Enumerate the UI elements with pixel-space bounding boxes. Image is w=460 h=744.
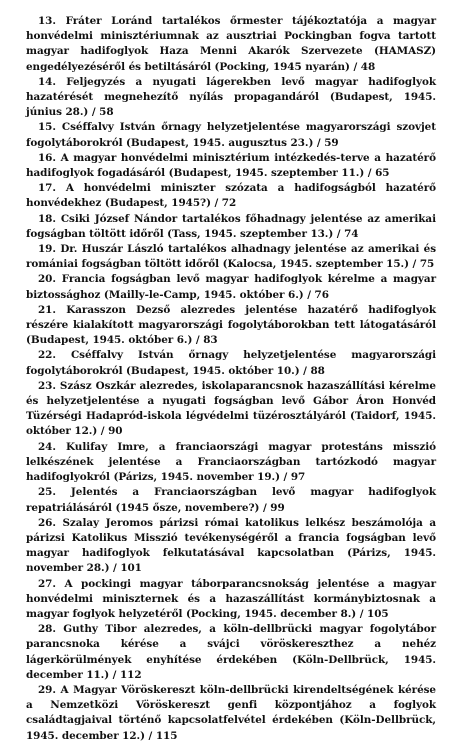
- entry-14: 14. Feljegyzés a nyugati lágerekben levő magyar hadifoglyok hazatérését megnehezítő nyílás propagandáról (Budapest, 1945. június 28.) / 58: [26, 75, 436, 119]
- entry-20: 20. Francia fogságban levő magyar hadifoglyok kérelme a magyar biztossághoz (Mailly-le-Camp, 1945. október 6.) / 76: [26, 273, 436, 301]
- entry-23: 23. Szász Oszkár alezredes, iskolaparancsnok hazaszállítási kérelme és helyzetjelentése a nyugati fogságban levő Gábor Áron Honvéd Tüzérségi Hadapród-iskola légvédelmi tüzérosztályáról (Taidorf, 1945. október 12.) / 90: [26, 379, 436, 438]
- entry-13: 13. Fráter Loránd tartalékos őrmester tájékoztatója a magyar honvédelmi minisztériumnak az ausztriai Pockingban fogva tartott magyar hadifoglyok Haza Menni Akarók Szervezete (HAMASZ) engedélyezéséről és betiltásáról (Pocking, 1945 nyarán) / 48: [26, 15, 436, 73]
- entry-21: 21. Karasszon Dezső alezredes jelentése hazatérő hadifoglyok részére kialakított magyarországi fogolytáborokban tett látogatásáról (Budapest, 1945. október 6.) / 83: [26, 303, 436, 347]
- entry-17: 17. A honvédelmi miniszter szózata a hadifogságból hazatérő honvédekhez (Budapest, 1945?) / 72: [26, 182, 436, 210]
- entry-29: 29. A Magyar Vöröskereszt köln-dellbrücki kirendeltségének kérése a Nemzetközi Vöröskereszt genfi központjához a foglyok családtagjaival történő kapcsolatfelvétel érdekében (Köln-Dellbrück, 1945. december 12.) / 115: [26, 683, 436, 742]
- document-page: [26, 14, 436, 744]
- entry-16: 16. A magyar honvédelmi minisztérium intézkedés-terve a hazatérő hadifoglyok fogadásáról (Budapest, 1945. szeptember 11.) / 65: [26, 151, 436, 180]
- entry-27: 27. A pockingi magyar táborparancsnokság jelentése a magyar honvédelmi miniszternek és a hazaszállítást kormánybiztosnak a magyar foglyok helyzetéről (Pocking, 1945. december 8.) / 105: [26, 577, 436, 620]
- entry-18: 18. Csiki József Nándor tartalékos főhadnagy jelentése az amerikai fogságban töltött időről (Tass, 1945. szeptember 13.) / 74: [26, 212, 436, 240]
- entry-28: 28. Guthy Tibor alezredes, a köln-dellbrücki magyar fogolytábor parancsnoka kérése a svájci vöröskereszthez a nehéz lágerkörülmények enyhítése érdekében (Köln-Dellbrück, 1945. december 11.) / 112: [26, 623, 436, 681]
- entry-25: 25. Jelentés a Franciaországban levő magyar hadifoglyok repatriálásáról (1945 ősze, novembere?) / 99: [26, 486, 436, 514]
- entry-24: 24. Kulifay Imre, a franciaországi magyar protestáns misszió lelkészének jelentése a Franciaországban tartózkodó magyar hadifoglyokról (Párizs, 1945. november 19.) / 97: [26, 440, 436, 484]
- entry-22: 22. Cséffalvy István őrnagy helyzetjelentése magyarországi fogolytáborokról (Budapest, 1945. október 10.) / 88: [26, 349, 436, 377]
- entry-26: 26. Szalay Jeromos párizsi római katolikus lelkész beszámolója a párizsi Katolikus Misszió tevékenységéről a francia fogságban levő magyar hadifoglyok felkutatásával kapcsolatban (Párizs, 1945. november 28.) / 101: [26, 516, 436, 575]
- entry-19: 19. Dr. Huszár László tartalékos alhadnagy jelentése az amerikai és romániai fogságban töltött időről (Kalocsa, 1945. szeptember 15.) / 75: [26, 243, 436, 271]
- entry-15: 15. Cséffalvy István őrnagy helyzetjelentése magyarországi szovjet fogolytáborokról (Budapest, 1945. augusztus 23.) / 59: [26, 121, 436, 149]
